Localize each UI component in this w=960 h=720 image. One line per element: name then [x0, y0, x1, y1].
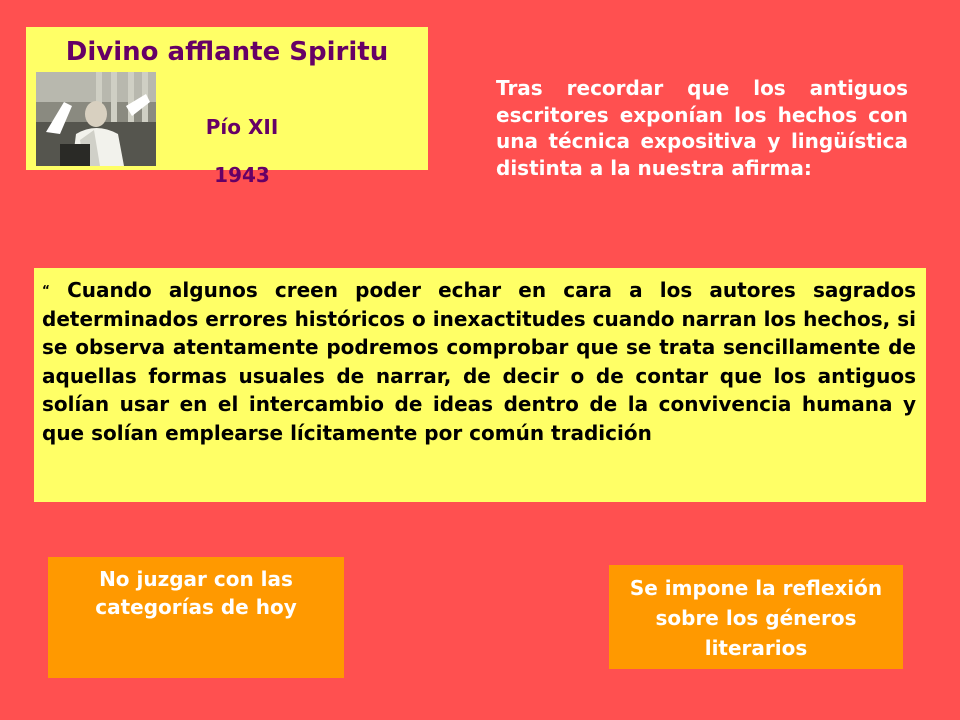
year-label: 1943 — [214, 163, 270, 187]
document-title: Divino afflante Spiritu — [65, 37, 389, 67]
quote-panel — [34, 268, 926, 502]
note-right-box — [609, 565, 903, 669]
note-left-text: No juzgar con las categorías de hoy — [95, 567, 297, 619]
title-panel — [26, 27, 428, 187]
note-right-text: Se impone la reflexión sobre los géneros literarios — [629, 576, 883, 660]
quote-text: Cuando algunos creen poder echar en cara a los autores sagrados determinados errores históricos o inexactitudes cuando narran los hechos, si se observa atentamente podremos comprobar que se trata sencillamente de aquellas formas usuales de narrar, de decir o de contar que los antiguos solían usar en el intercambio de ideas dentro de la convivencia humana y que solían emplearse lícitamente por común tradición — [42, 278, 916, 445]
author-label: Pío XII — [205, 115, 279, 139]
note-left-box — [48, 557, 344, 678]
quote-open-mark: “ — [42, 283, 50, 297]
intro-text: Tras recordar que los antiguos escritores exponían los hechos con una técnica expositiva y lingüística distinta a la nuestra afirma: — [496, 76, 908, 180]
